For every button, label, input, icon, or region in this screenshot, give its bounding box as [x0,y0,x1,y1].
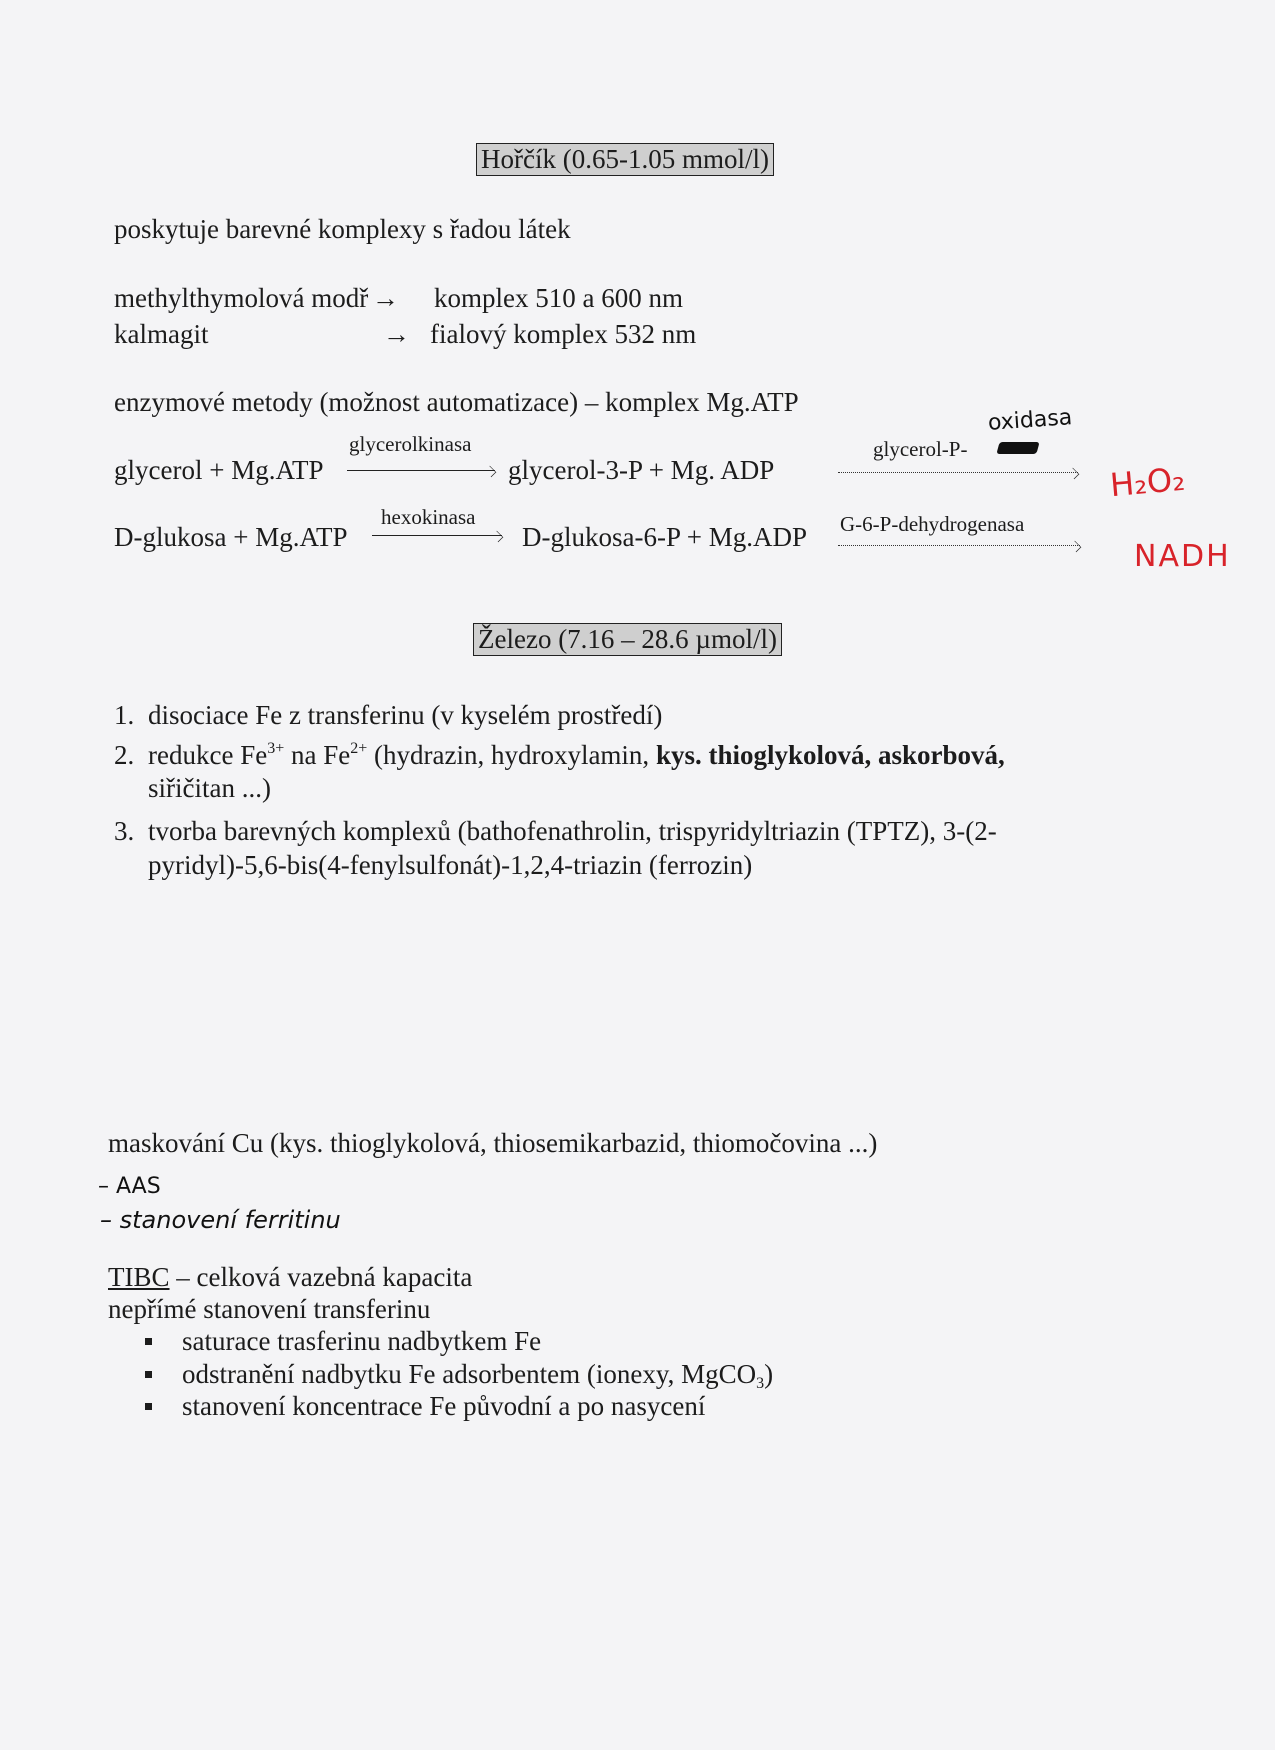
step-2-pre: redukce Fe [148,740,268,770]
tibc-subtitle: nepřímé stanovení transferinu [108,1294,431,1324]
step-3-number: 3. [114,816,135,846]
reagent-2-result: fialový komplex 532 nm [430,319,697,349]
step-3-line2: pyridyl)-5,6-bis(4-fenylsulfonát)-1,2,4-triazin (ferrozin) [148,850,753,880]
step-2-line2: siřičitan ...) [148,773,271,803]
step-2-post: (hydrazin, hydroxylamin, [367,740,656,770]
tibc-bullet-3: stanovení koncentrace Fe původní a po nasycení [182,1391,706,1421]
reaction2-products: D-glukosa-6-P + Mg.ADP [522,522,807,552]
tibc-bullet-2 [182,1359,774,1392]
magnesium-intro: poskytuje barevné komplexy s řadou látek [114,214,571,244]
step-1-text: disociace Fe z transferinu (v kyselém prostředí) [148,700,663,730]
handwritten-h2o2: H₂O₂ [1108,459,1187,505]
handwritten-oxidasa: oxidasa [987,405,1074,436]
masking-cu: maskování Cu (kys. thioglykolová, thiosemikarbazid, thiomočovina ...) [108,1128,878,1158]
tibc-bullet-2-pre: odstranění nadbytku Fe adsorbentem (ionexy, MgCO [182,1359,757,1389]
step-2-text [148,742,1005,769]
tibc-definition: – celková vazebná kapacita [169,1262,473,1292]
handwritten-aas: – AAS [98,1174,161,1199]
reaction1-reactants: glycerol + Mg.ATP [114,455,324,485]
step-2-mid: na Fe [284,740,351,770]
tibc-bullet-2-post: ) [764,1359,774,1389]
tibc-label: TIBC [108,1262,170,1292]
enzymatic-methods: enzymové metody (možnost automatizace) – komplex Mg.ATP [114,387,799,417]
reagent-1-arrow: → [372,283,399,313]
reagent-1-name: methylthymolová modř [114,283,369,313]
magnesium-heading: Hořčík (0.65-1.05 mmol/l) [476,143,774,176]
reaction2-enzyme1: hexokinasa [381,505,476,529]
reaction1-enzyme2: glycerol-P- [873,437,968,461]
handwritten-nadh: NADH [1134,539,1231,574]
reaction2-arrow1 [372,535,502,536]
reagent-2-name: kalmagit [114,319,209,349]
reaction2-enzyme2: G-6-P-dehydrogenasa [840,512,1025,536]
reaction2-arrow2 [838,545,1080,546]
tibc-bullet-2-sub: 3 [756,1375,765,1392]
tibc-bullet-1: saturace trasferinu nadbytkem Fe [182,1326,542,1356]
reagent-2-arrow: → [383,319,410,349]
step-2-bold: kys. thioglykolová, askorbová, [655,740,1005,770]
reaction2-reactants: D-glukosa + Mg.ATP [114,522,348,552]
tibc-line [108,1264,472,1291]
step-3-text: tvorba barevných komplexů (bathofenathrolin, trispyridyltriazin (TPTZ), 3-(2- [148,816,997,846]
bullet-marker [145,1338,152,1345]
step-1-number: 1. [114,700,135,730]
reaction1-products: glycerol-3-P + Mg. ADP [508,455,775,485]
step-2-sup1: 3+ [267,740,285,757]
bullet-marker [145,1403,152,1410]
reagent-1-result: komplex 510 a 600 nm [434,283,683,313]
reaction1-arrow2 [838,472,1078,473]
handwritten-ferritin: – stanovení ferritinu [100,1206,341,1234]
step-2-sup2: 2+ [350,740,368,757]
iron-heading: Železo (7.16 – 28.6 µmol/l) [473,623,782,656]
reaction1-arrow1 [347,470,495,471]
step-2-number: 2. [114,740,135,770]
crossed-out-scribble [996,442,1039,454]
bullet-marker [145,1371,152,1378]
reaction1-enzyme1: glycerolkinasa [349,432,472,456]
